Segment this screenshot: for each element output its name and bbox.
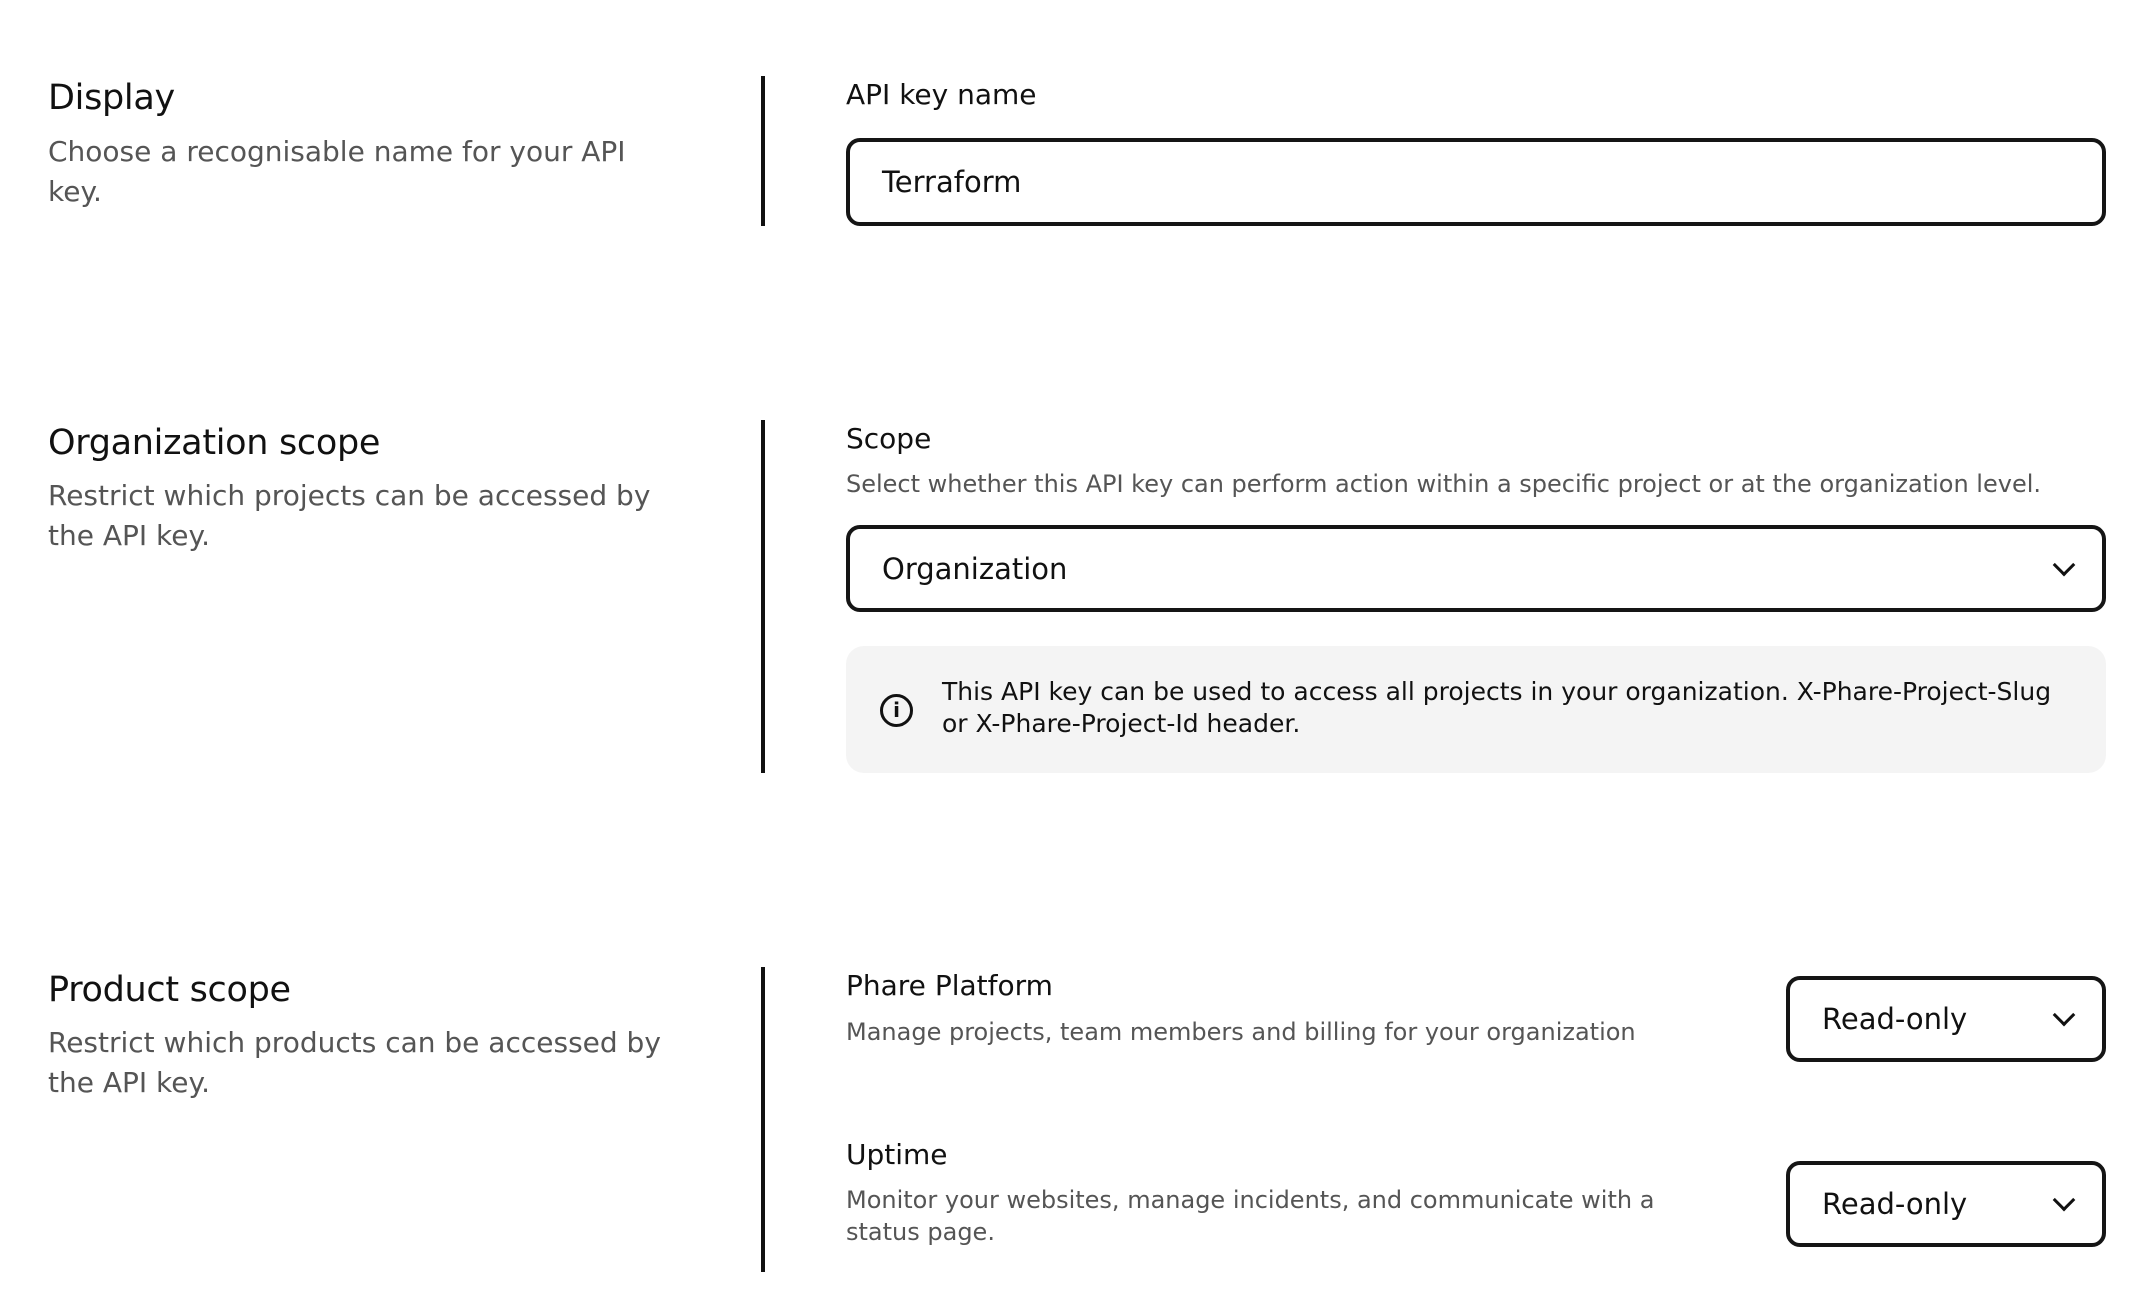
section-title: Display	[48, 78, 175, 118]
divider	[761, 420, 765, 773]
api-key-name-input[interactable]	[846, 138, 2106, 226]
scope-help: Select whether this API key can perform action within a specific project or at the organization level.	[846, 470, 2042, 498]
uptime-access-select[interactable]	[1786, 1161, 2106, 1247]
product-description: Manage projects, team members and billing for your organization	[846, 1018, 1636, 1046]
divider	[761, 76, 765, 226]
section-description: Restrict which products can be accessed by the API key.	[48, 1026, 661, 1099]
chevron-down-icon	[2053, 1004, 2076, 1027]
scope-select[interactable]	[846, 525, 2106, 612]
select-value: Read-only	[1822, 1002, 1968, 1036]
section-description: Restrict which projects can be accessed by the API key.	[48, 479, 651, 552]
info-callout	[846, 646, 2106, 773]
info-icon: i	[880, 694, 913, 727]
input-value: Terraform	[882, 165, 1022, 199]
select-value: Organization	[882, 551, 1068, 586]
product-description: Monitor your websites, manage incidents, and communicate with a status page.	[846, 1186, 1655, 1246]
product-name: Uptime	[846, 1138, 948, 1171]
phare-platform-access-select[interactable]	[1786, 976, 2106, 1062]
product-name: Phare Platform	[846, 969, 1053, 1002]
chevron-down-icon	[2053, 553, 2076, 576]
section-title: Organization scope	[48, 423, 381, 463]
chevron-down-icon	[2053, 1189, 2076, 1212]
api-key-name-label: API key name	[846, 78, 1037, 111]
divider	[761, 967, 765, 1272]
section-description: Choose a recognisable name for your API key.	[48, 135, 626, 208]
section-title: Product scope	[48, 970, 291, 1010]
info-text: This API key can be used to access all projects in your organization. X-Phare-Project-Slug or X-Phare-Project-Id header.	[942, 677, 2052, 738]
select-value: Read-only	[1822, 1187, 1968, 1221]
scope-label: Scope	[846, 422, 932, 455]
